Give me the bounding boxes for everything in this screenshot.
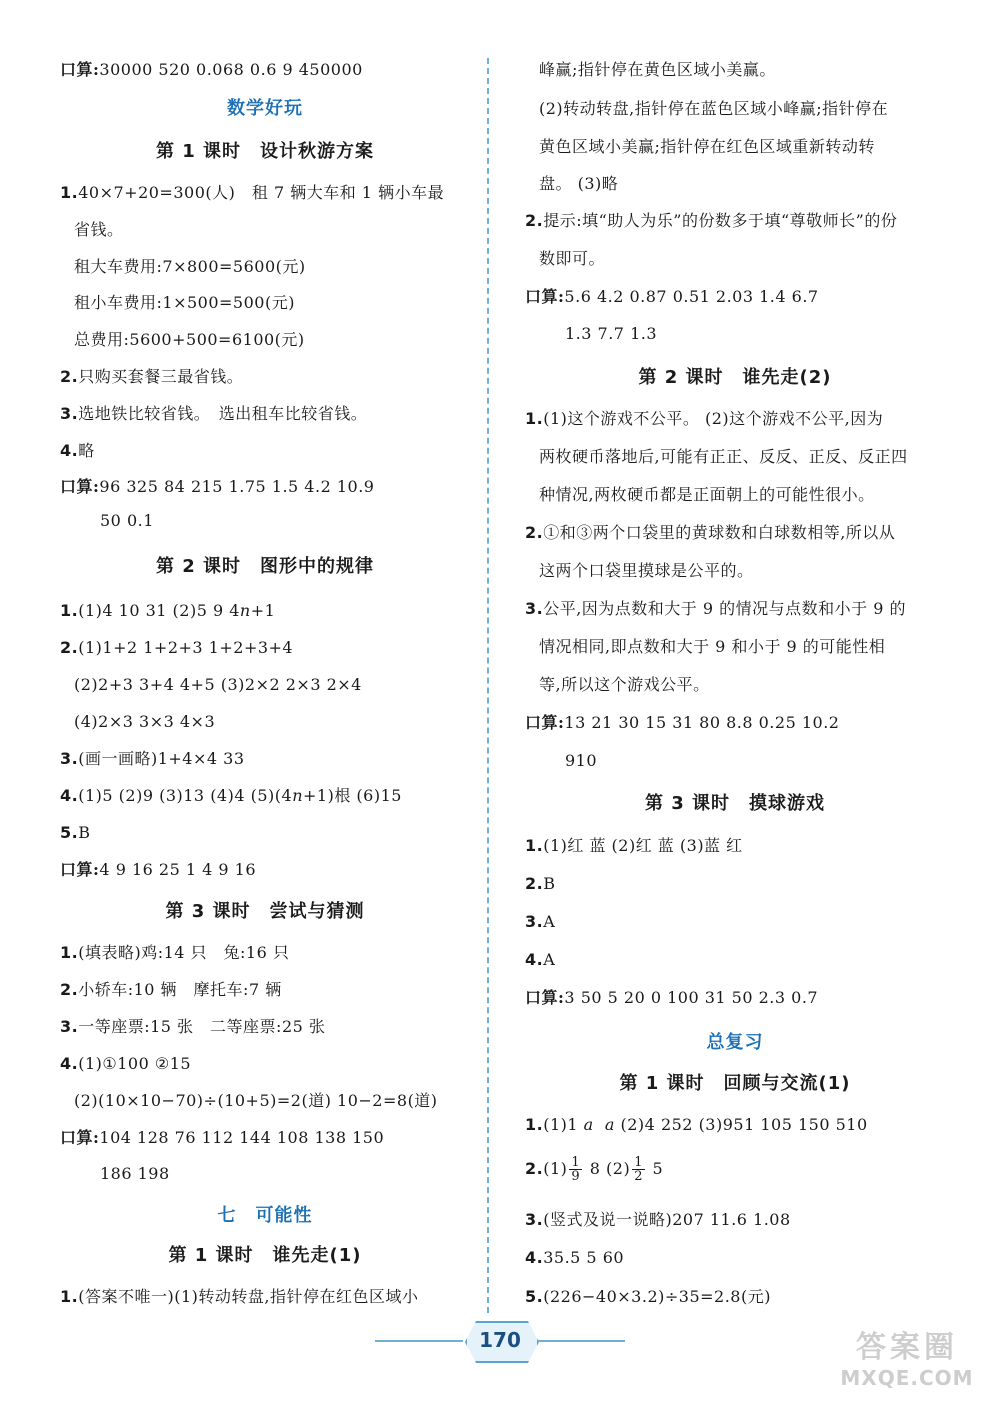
answer-line: 情况相同,即点数和大于 9 和小于 9 的可能性相 — [539, 637, 886, 656]
answer-line: 3.公平,因为点数和大于 9 的情况与点数和小于 9 的 — [525, 599, 907, 618]
answer-line: 2.B — [525, 874, 556, 893]
oral-calc-line: 口算:4 9 16 25 1 4 9 16 — [60, 860, 256, 879]
answer-line: 3.一等座票:15 张 二等座票:25 张 — [60, 1017, 326, 1036]
column-divider — [487, 58, 489, 1313]
section-heading: 总复习 — [706, 1032, 764, 1053]
section-heading: 七 可能性 — [217, 1205, 313, 1226]
lesson-heading: 第 3 课时 尝试与猜测 — [165, 901, 365, 922]
answer-line: 4.(1)5 (2)9 (3)13 (4)4 (5)(4n+1)根 (6)15 — [60, 786, 402, 805]
answer-line: 2.(1)1+2 1+2+3 1+2+3+4 — [60, 638, 294, 657]
answer-line: 租大车费用:7×800=5600(元) — [74, 257, 306, 276]
footer-rule-right — [537, 1340, 625, 1342]
answer-line: 5.(226−40×3.2)÷35=2.8(元) — [525, 1287, 771, 1306]
answer-line: (2)(10×10−70)÷(10+5)=2(道) 10−2=8(道) — [74, 1091, 438, 1110]
lesson-heading: 第 1 课时 设计秋游方案 — [155, 141, 375, 162]
answer-line: 4.(1)①100 ②15 — [60, 1054, 192, 1073]
page-number: 170 — [479, 1328, 521, 1352]
fraction: $\frac{1}{9}$ — [571, 1155, 581, 1184]
answer-line: 1.40×7+20=300(人) 租 7 辆大车和 1 辆小车最 — [60, 183, 445, 202]
answer-line: 2.①和③两个口袋里的黄球数和白球数相等,所以从 — [525, 523, 896, 542]
lesson-heading: 第 1 课时 回顾与交流(1) — [619, 1073, 851, 1094]
answer-line: 3.(竖式及说一说略)207 11.6 1.08 — [525, 1210, 791, 1229]
oral-calc-line: 口算:30000 520 0.068 0.6 9 450000 — [60, 60, 363, 79]
answer-line: 这两个口袋里摸球是公平的。 — [539, 561, 754, 580]
answer-line: (2)2+3 3+4 4+5 (3)2×2 2×3 2×4 — [74, 675, 362, 694]
oral-calc-line: 口算:13 21 30 15 31 80 8.8 0.25 10.2 — [525, 713, 840, 732]
answer-line: 4.略 — [60, 441, 95, 460]
oral-calc-line: 口算:96 325 84 215 1.75 1.5 4.2 10.9 — [60, 477, 375, 496]
answer-line: 2.小轿车:10 辆 摩托车:7 辆 — [60, 980, 282, 999]
answer-line: 数即可。 — [539, 249, 606, 268]
oral-calc-line: 口算:5.6 4.2 0.87 0.51 2.03 1.4 6.7 — [525, 287, 819, 306]
answer-line: 两枚硬币落地后,可能有正正、反反、正反、反正四 — [539, 447, 908, 466]
section-heading: 数学好玩 — [227, 98, 303, 119]
answer-line: 2.提示:填“助人为乐”的份数多于填“尊敬师长”的份 — [525, 211, 898, 230]
oral-calc-line: 口算:104 128 76 112 144 108 138 150 — [60, 1128, 385, 1147]
answer-line: 1.(1)这个游戏不公平。 (2)这个游戏不公平,因为 — [525, 409, 884, 428]
answer-line: 4.A — [525, 950, 556, 969]
answer-line: (4)2×3 3×3 4×3 — [74, 712, 216, 731]
answer-line: 3.选地铁比较省钱。 选出租车比较省钱。 — [60, 404, 368, 423]
fraction: $\frac{1}{2}$ — [634, 1155, 643, 1184]
answer-line: 1.(答案不唯一)(1)转动转盘,指针停在红色区域小 — [60, 1287, 419, 1306]
answer-line: 等,所以这个游戏公平。 — [539, 675, 710, 694]
answer-line: 1.(1)红 蓝 (2)红 蓝 (3)蓝 红 — [525, 836, 743, 855]
answer-line: 1.(1)4 10 31 (2)5 9 4n+1 — [60, 601, 276, 620]
oral-calc-line: 50 0.1 — [100, 511, 154, 530]
footer-rule-left — [375, 1340, 463, 1342]
answer-line: 1.(填表略)鸡:14 只 兔:16 只 — [60, 943, 290, 962]
answer-line: 3.A — [525, 912, 556, 931]
answer-line: 2.(1) $\frac{1}{9}$ 8 (2) $\frac{1}{2}$ 5 — [525, 1155, 664, 1184]
answer-line: 1.(1)1 a a (2)4 252 (3)951 105 150 510 — [525, 1115, 868, 1134]
lesson-heading: 第 1 课时 谁先走(1) — [168, 1245, 362, 1266]
oral-calc-line: 910 — [565, 751, 598, 770]
answer-line: (2)转动转盘,指针停在蓝色区域小峰赢;指针停在 — [539, 99, 889, 118]
oral-calc-line: 186 198 — [100, 1164, 170, 1183]
answer-line: 5.B — [60, 823, 91, 842]
answer-line: 4.35.5 5 60 — [525, 1248, 625, 1267]
oral-calc-line: 口算:3 50 5 20 0 100 31 50 2.3 0.7 — [525, 988, 819, 1007]
answer-line: 租小车费用:1×500=500(元) — [74, 293, 295, 312]
answer-line: 3.(画一画略)1+4×4 33 — [60, 749, 245, 768]
lesson-heading: 第 2 课时 图形中的规律 — [155, 556, 375, 577]
answer-line: 峰赢;指针停在黄色区域小美赢。 — [539, 60, 776, 79]
lesson-heading: 第 2 课时 谁先走(2) — [638, 367, 832, 388]
answer-line: 黄色区域小美赢;指针停在红色区域重新转动转 — [539, 137, 875, 156]
oral-calc-line: 1.3 7.7 1.3 — [565, 324, 658, 343]
answer-line: 省钱。 — [74, 220, 124, 239]
answer-line: 总费用:5600+500=6100(元) — [74, 330, 305, 349]
answer-line: 种情况,两枚硬币都是正面朝上的可能性很小。 — [539, 485, 875, 504]
answer-line: 盘。 (3)略 — [539, 174, 619, 193]
lesson-heading: 第 3 课时 摸球游戏 — [644, 793, 826, 814]
watermark-logo: 答案圈 MXQE.COM — [840, 1330, 974, 1390]
answer-line: 2.只购买套餐三最省钱。 — [60, 367, 244, 386]
